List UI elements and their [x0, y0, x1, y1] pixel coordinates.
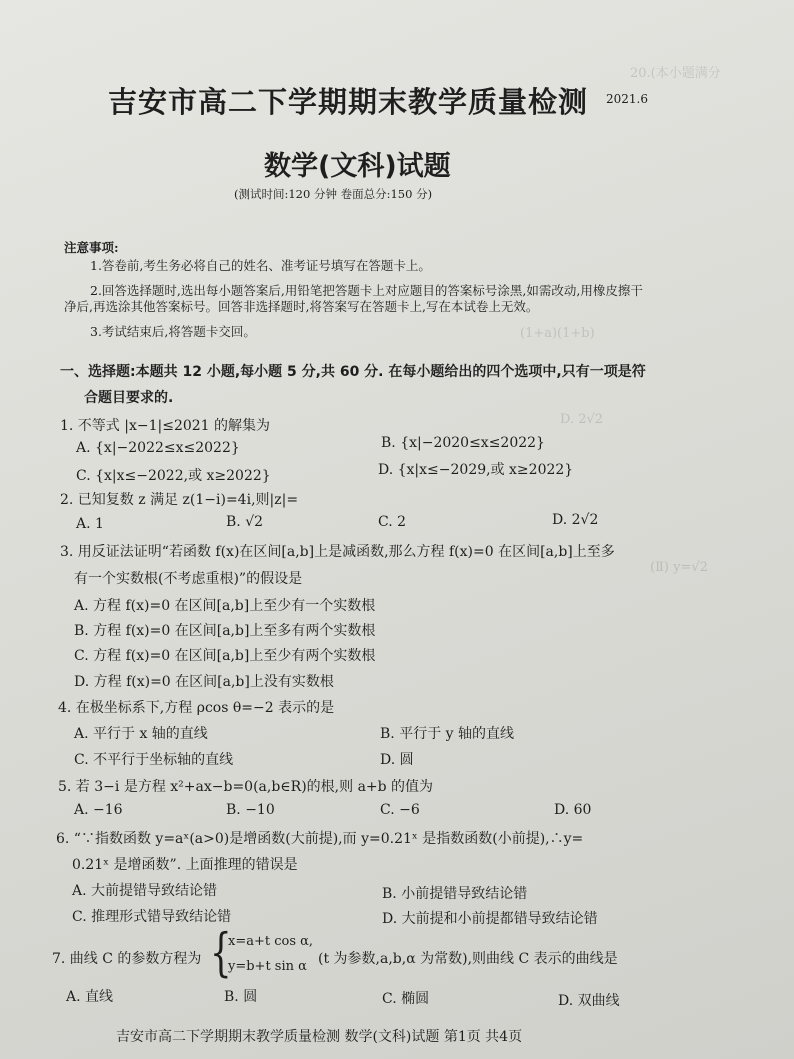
parametric-eq-x: x=a+t cos α,	[228, 934, 314, 949]
question-stem: 5. 若 3−i 是方程 x²+ax−b=0(a,b∈R)的根,则 a+b 的值为	[58, 779, 434, 795]
option-d: D. 2√2	[552, 512, 599, 528]
question-stem: 有一个实数根(不考虑重根)”的假设是	[74, 571, 303, 587]
option-c: C. 方程 f(x)=0 在区间[a,b]上至少有两个实数根	[74, 648, 376, 664]
option-a: A. 直线	[66, 989, 114, 1005]
notice-line: 1.答卷前,考生务必将自己的姓名、准考证号填写在答题卡上。	[90, 258, 431, 273]
bleed-through-text: (Ⅱ) y=√2	[650, 560, 708, 575]
option-c: C. −6	[380, 802, 420, 818]
bleed-through-text: 20.(本小题满分	[630, 66, 721, 81]
option-c: C. 2	[378, 514, 407, 530]
notice-line: 净后,再选涂其他答案标号。回答非选择题时,将答案写在答题卡上,写在本试卷上无效。	[64, 299, 539, 314]
option-b: B. 方程 f(x)=0 在区间[a,b]上至多有两个实数根	[74, 623, 376, 639]
page-footer: 吉安市高二下学期期末教学质量检测 数学(文科)试题 第1页 共4页	[116, 1029, 523, 1045]
question-stem: (t 为参数,a,b,α 为常数),则曲线 C 表示的曲线是	[318, 951, 618, 967]
option-d: D. 双曲线	[558, 993, 620, 1009]
bleed-through-text: (1+a)(1+b)	[520, 326, 595, 341]
page-title: 吉安市高二下学期期末教学质量检测	[108, 85, 589, 119]
option-a: A. 大前提错导致结论错	[72, 883, 218, 899]
option-d: D. 大前提和小前提都错导致结论错	[382, 911, 598, 927]
parametric-eq-y: y=b+t sin α	[228, 959, 307, 974]
option-a: A. 方程 f(x)=0 在区间[a,b]上至少有一个实数根	[74, 598, 376, 614]
question-stem: 4. 在极坐标系下,方程 ρcos θ=−2 表示的是	[58, 700, 335, 716]
brace-symbol: {	[210, 923, 232, 984]
notice-line: 2.回答选择题时,选出每小题答案后,用铅笔把答题卡上对应题目的答案标号涂黑,如需改动,用橡皮擦干	[90, 283, 643, 298]
option-a: A. 平行于 x 轴的直线	[74, 726, 208, 742]
question-stem: 7. 曲线 C 的参数方程为	[52, 951, 202, 967]
option-b: B. 平行于 y 轴的直线	[380, 726, 514, 742]
question-stem: 6. “∵指数函数 y=aˣ(a>0)是增函数(大前提),而 y=0.21ˣ 是指数函数(小前提),∴y=	[56, 831, 584, 847]
option-c: C. 推理形式错导致结论错	[72, 909, 232, 925]
notice-line: 3.考试结束后,将答题卡交回。	[90, 324, 256, 339]
exam-date: 2021.6	[606, 92, 648, 106]
section-heading: 合题目要求的.	[84, 390, 174, 406]
option-c: C. {x|x≤−2022,或 x≥2022}	[76, 468, 271, 484]
question-stem: 0.21ˣ 是增函数”. 上面推理的错误是	[72, 857, 298, 873]
option-c: C. 不平行于坐标轴的直线	[74, 752, 234, 768]
option-b: B. −10	[226, 802, 275, 818]
option-a: A. {x|−2022≤x≤2022}	[76, 440, 240, 456]
question-stem: 1. 不等式 |x−1|≤2021 的解集为	[60, 418, 271, 434]
option-b: B. 圆	[224, 989, 258, 1005]
section-heading: 一、选择题:本题共 12 小题,每小题 5 分,共 60 分. 在每小题给出的四个选项中,只有一项是符	[60, 364, 646, 380]
question-stem: 3. 用反证法证明“若函数 f(x)在区间[a,b]上是减函数,那么方程 f(x)=0 在区间[a,b]上至多	[60, 544, 615, 560]
option-b: B. {x|−2020≤x≤2022}	[381, 435, 545, 451]
notice-heading: 注意事项:	[64, 240, 119, 255]
page-subtitle: 数学(文科)试题	[264, 151, 451, 182]
option-d: D. 60	[554, 802, 592, 818]
question-stem: 2. 已知复数 z 满足 z(1−i)=4i,则|z|=	[60, 492, 299, 508]
exam-meta: (测试时间:120 分钟 卷面总分:150 分)	[234, 187, 433, 201]
option-d: D. {x|x≤−2029,或 x≥2022}	[378, 462, 574, 478]
option-b: B. √2	[226, 514, 264, 530]
option-d: D. 方程 f(x)=0 在区间[a,b]上没有实数根	[74, 674, 334, 690]
option-c: C. 椭圆	[382, 991, 430, 1007]
option-b: B. 小前提错导致结论错	[382, 886, 528, 902]
option-d: D. 圆	[380, 752, 414, 768]
option-a: A. −16	[74, 802, 123, 818]
bleed-through-text: D. 2√2	[560, 412, 604, 427]
option-a: A. 1	[76, 516, 104, 532]
